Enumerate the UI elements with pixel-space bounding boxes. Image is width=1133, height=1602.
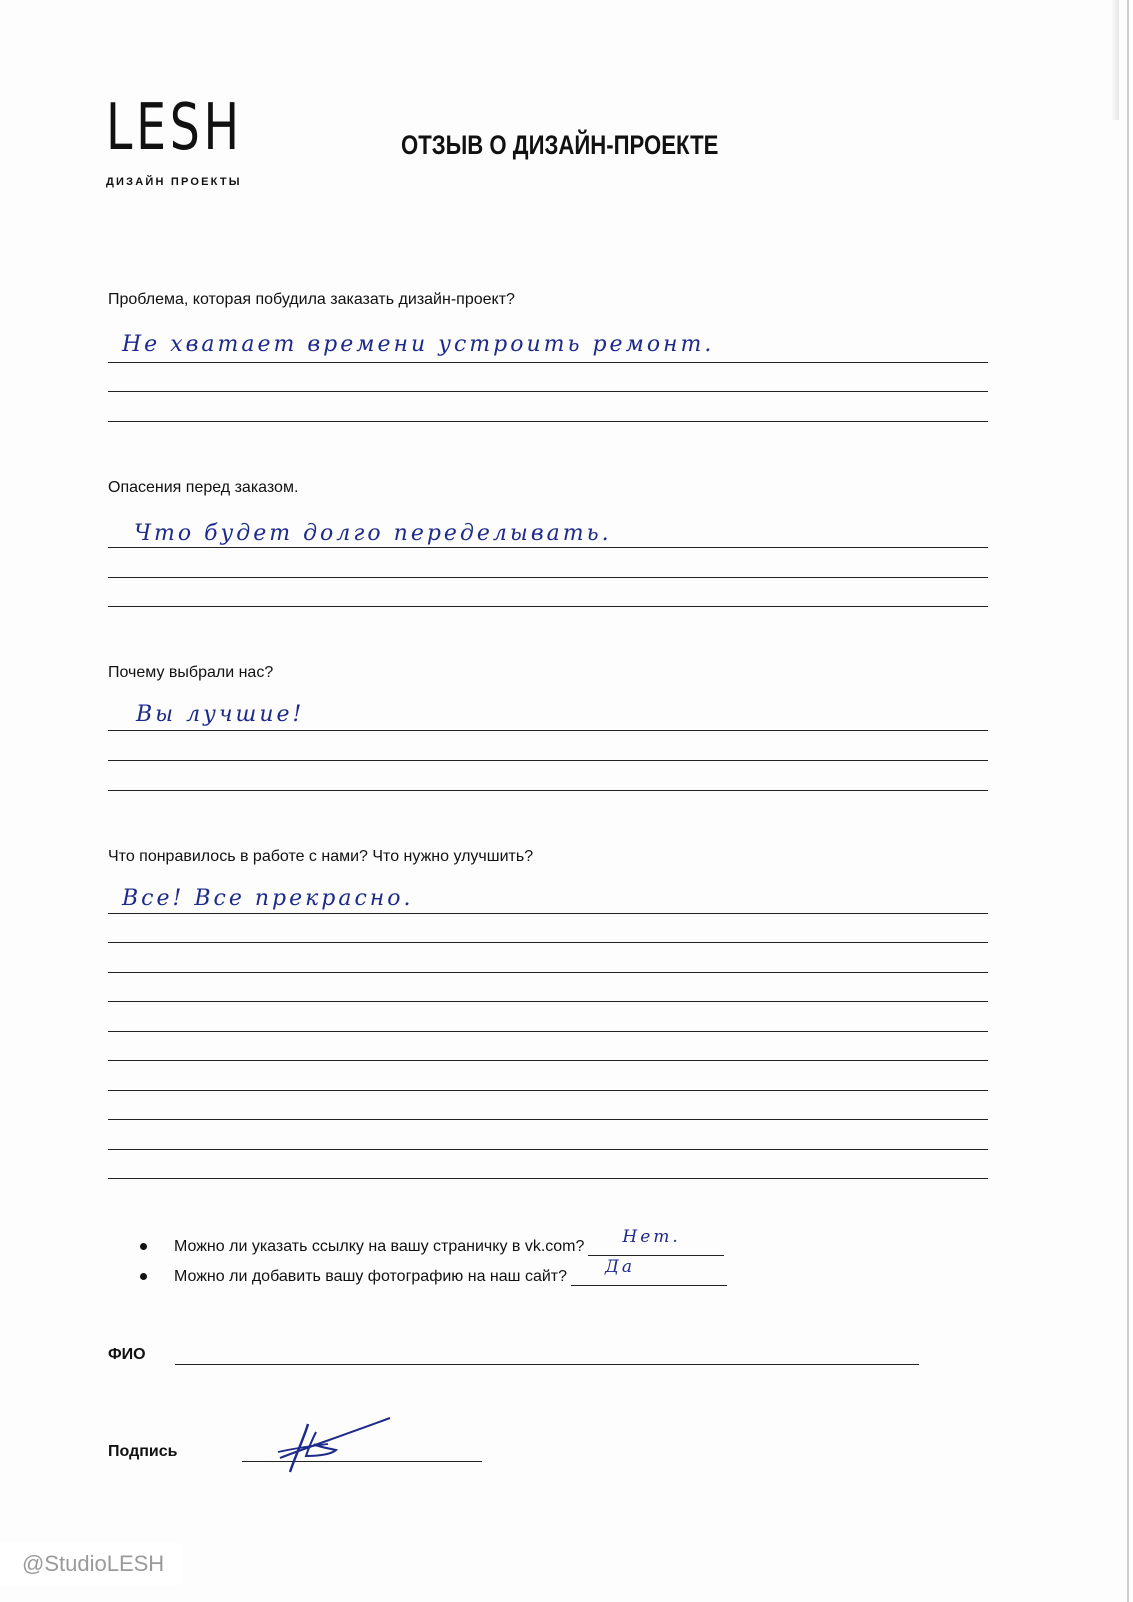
- bullet-icon: [140, 1243, 147, 1250]
- question-2-answer: Что будет долго переделывать.: [134, 521, 612, 546]
- watermark-label: @StudioLESH: [0, 1543, 182, 1585]
- consent-photo-row: [140, 1257, 727, 1286]
- question-1-label: Проблема, которая побудила заказать дизайн-проект?: [108, 291, 515, 308]
- company-logo: [106, 91, 291, 188]
- answer-line: [108, 1178, 988, 1179]
- consent-photo-question: Можно ли добавить вашу фотографию на наш сайт?: [174, 1268, 567, 1285]
- answer-line: [108, 547, 988, 548]
- signature-label: Подпись: [108, 1443, 178, 1460]
- answer-line: [108, 577, 988, 578]
- answer-line: [108, 913, 988, 914]
- answer-line: [108, 972, 988, 973]
- question-1-answer: Не хватает времени устроить ремонт.: [122, 332, 715, 357]
- answer-line: [108, 942, 988, 943]
- answer-line: [108, 1060, 988, 1061]
- consent-photo-answer: Да: [605, 1257, 635, 1277]
- form-title: ОТЗЫВ О ДИЗАЙН-ПРОЕКТЕ: [401, 130, 719, 160]
- consent-vk-question: Можно ли указать ссылку на вашу страничку в vk.com?: [174, 1238, 585, 1255]
- consent-vk-row: [140, 1227, 724, 1256]
- question-3-answer: Вы лучшие!: [136, 702, 305, 727]
- consent-photo-field[interactable]: [571, 1257, 727, 1286]
- consent-vk-answer: Нет.: [622, 1227, 681, 1247]
- fio-field[interactable]: [175, 1364, 919, 1365]
- consent-vk-field[interactable]: [588, 1227, 724, 1256]
- answer-line: [108, 790, 988, 791]
- answer-line: [108, 362, 988, 363]
- bullet-icon: [140, 1273, 147, 1280]
- answer-line: [108, 1001, 988, 1002]
- question-4-answer: Все! Все прекрасно.: [122, 886, 414, 911]
- answer-line: [108, 421, 988, 422]
- page-edge-shadow: [1111, 0, 1119, 120]
- answer-line: [108, 1149, 988, 1150]
- answer-line: [108, 730, 988, 731]
- answer-line: [108, 606, 988, 607]
- answer-line: [108, 1119, 988, 1120]
- answer-line: [108, 1090, 988, 1091]
- question-2-label: Опасения перед заказом.: [108, 479, 299, 496]
- answer-line: [108, 391, 988, 392]
- answer-line: [108, 760, 988, 761]
- question-4-label: Что понравилось в работе с нами? Что нужно улучшить?: [108, 848, 534, 865]
- fio-label: ФИО: [108, 1346, 146, 1363]
- handwritten-signature: [270, 1410, 400, 1480]
- answer-line: [108, 1031, 988, 1032]
- logo-wordmark: LESH: [106, 91, 243, 165]
- logo-subtitle: ДИЗАЙН ПРОЕКТЫ: [106, 176, 242, 188]
- question-3-label: Почему выбрали нас?: [108, 664, 274, 681]
